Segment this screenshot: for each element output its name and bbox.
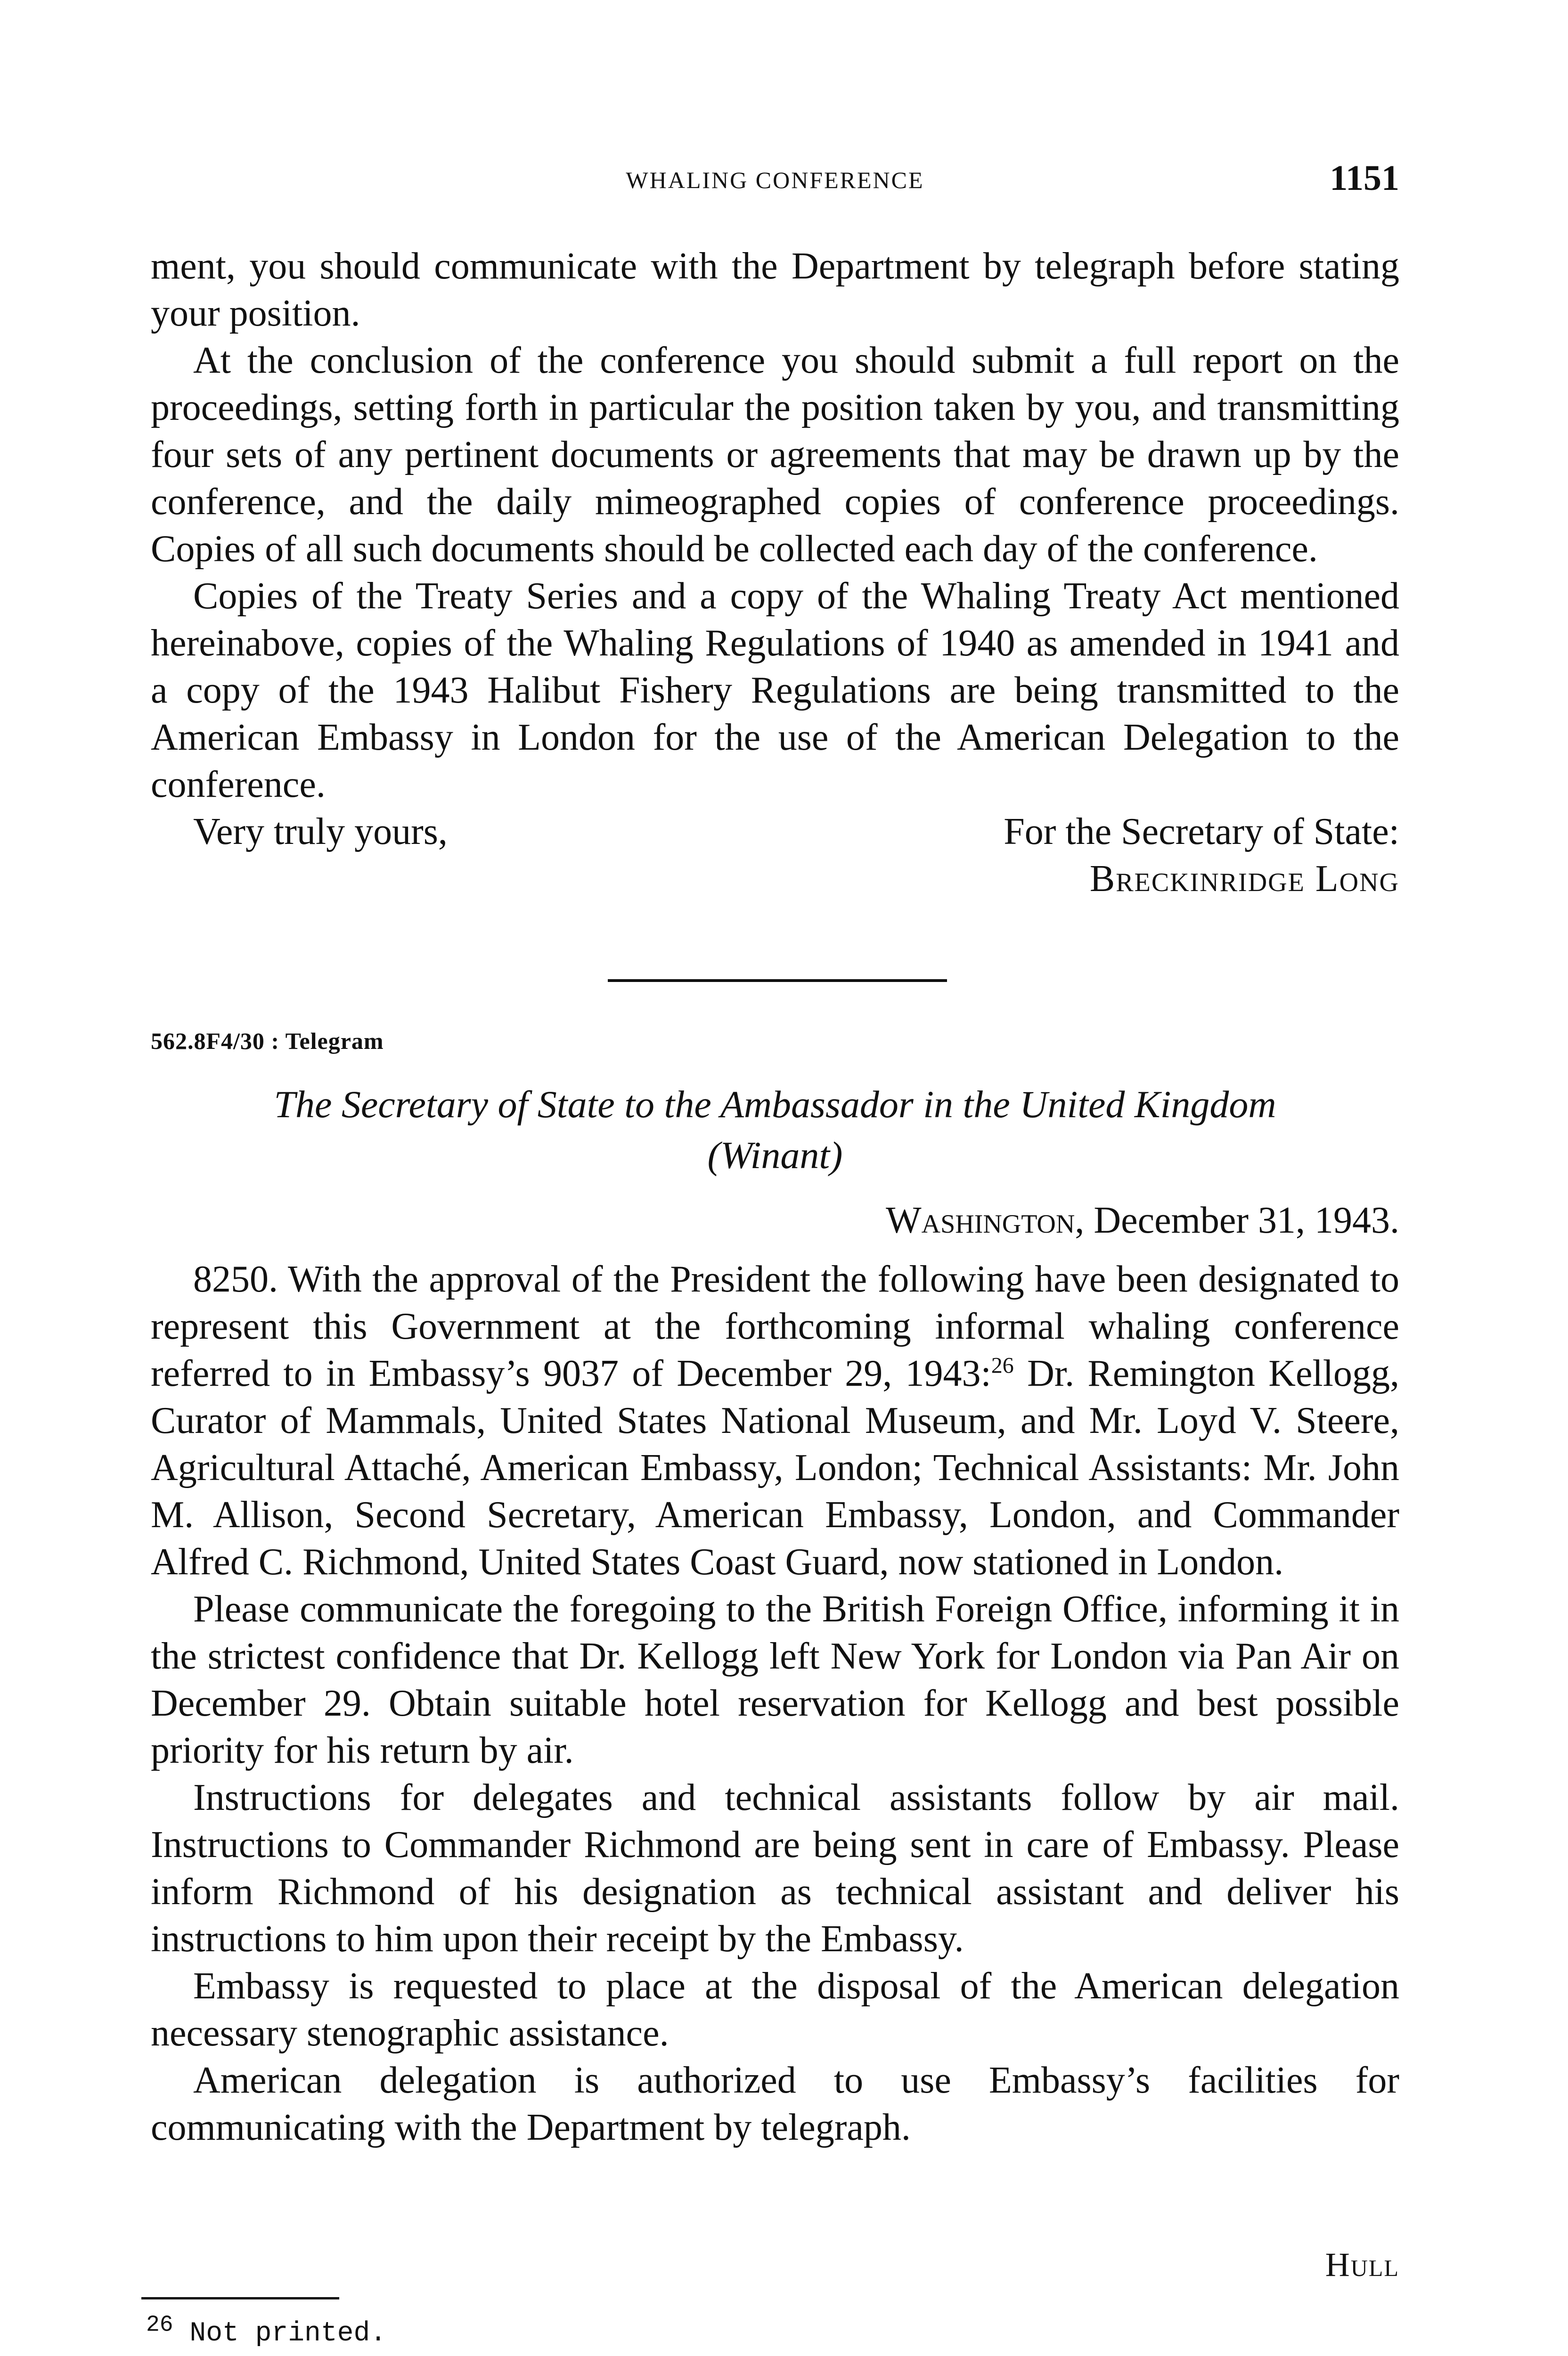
dateline-place: Washington	[886, 1200, 1075, 1241]
paragraph-copies: Copies of the Treaty Series and a copy of the Whaling Treaty Act mentioned hereinabove, copies of the Whaling Regulations of 1940 as amended in 1941 and a copy of the 1943 Halibut Fishery Regulations are being transmitted to the American Embassy in London for the use of the American Delegation to the conference.	[151, 575, 1399, 805]
footnote	[146, 2312, 387, 2349]
paragraph-communicate: Please communicate the foregoing to the British Foreign Office, informing it in the strictest confidence that Dr. Kellogg left New York for London via Pan Air on December 29. Obtain suitable hotel reservation for Kellogg and best possible priority for his return by air.	[151, 1588, 1399, 1771]
designation-text-end: Dr. Remington Kellogg, Curator of Mammals, United States National Museum, and Mr. Loyd V. Steere, Agricultural Attaché, American Embassy, London; Technical Assistants: Mr. John M. Allison, Second Secretary, American Embassy, London, and Commander Alfred C. Richmond, United States Coast Guard, now stationed in London.	[151, 1353, 1400, 1583]
footnote-rule	[141, 2297, 339, 2299]
paragraph-report: At the conclusion of the conference you should submit a full report on the proceedings, setting forth in particular the position taken by you, and transmitting four sets of any pertinent documents or agreements that may be drawn up by the conference, and the daily mimeographed copies of conference proceedings. Copies of all such documents should be collected each day of the conference.	[151, 340, 1399, 570]
paragraph-stenographic: Embassy is requested to place at the disposal of the American delegation necessary stenographic assistance.	[151, 1965, 1399, 2054]
dateline	[151, 1199, 1399, 1242]
document-title-line1: The Secretary of State to the Ambassador in the United Kingdom	[274, 1083, 1276, 1126]
signoff-hull: Hull	[1325, 2246, 1399, 2283]
page-number: 1151	[1330, 158, 1399, 198]
paragraph-designation	[151, 1256, 1399, 1586]
footnote-reference: 26	[991, 1353, 1014, 1378]
signer-name: Breckinridge Long	[1089, 858, 1399, 900]
footnote-mark: 26	[146, 2312, 173, 2338]
for-secretary: For the Secretary of State:	[1004, 811, 1399, 852]
section-divider	[608, 979, 947, 982]
document-title-line2: (Winant)	[707, 1134, 843, 1177]
closing-salutation: Very truly yours,	[193, 811, 448, 852]
letter-conclusion	[151, 243, 1399, 902]
designation-text-start: 8250. With the approval of the President the following have been designated to represent this Government at the forthcoming informal whaling conference referred to in Embassy’s 9037 of December 29, 1943:	[151, 1259, 1399, 1394]
running-head: WHALING CONFERENCE	[626, 167, 924, 193]
closing-row	[151, 808, 1399, 855]
paragraph-continuation: ment, you should communicate with the Department by telegraph before stating your position.	[151, 245, 1399, 334]
document-reference: 562.8F4/30 : Telegram	[151, 1028, 384, 1054]
dateline-date: , December 31, 1943.	[1075, 1200, 1399, 1241]
paragraph-facilities: American delegation is authorized to use Embassy’s facilities for communicating with the Department by telegraph.	[151, 2060, 1399, 2148]
document-title	[151, 1079, 1399, 1181]
footnote-text: Not printed.	[173, 2318, 387, 2349]
paragraph-instructions: Instructions for delegates and technical assistants follow by air mail. Instructions to Commander Richmond are being sent in care of Embassy. Please inform Richmond of his designation as technical assistant and deliver his instructions to him upon their receipt by the Embassy.	[151, 1777, 1399, 1960]
page-header	[151, 158, 1399, 210]
telegram-body	[151, 1256, 1399, 2151]
